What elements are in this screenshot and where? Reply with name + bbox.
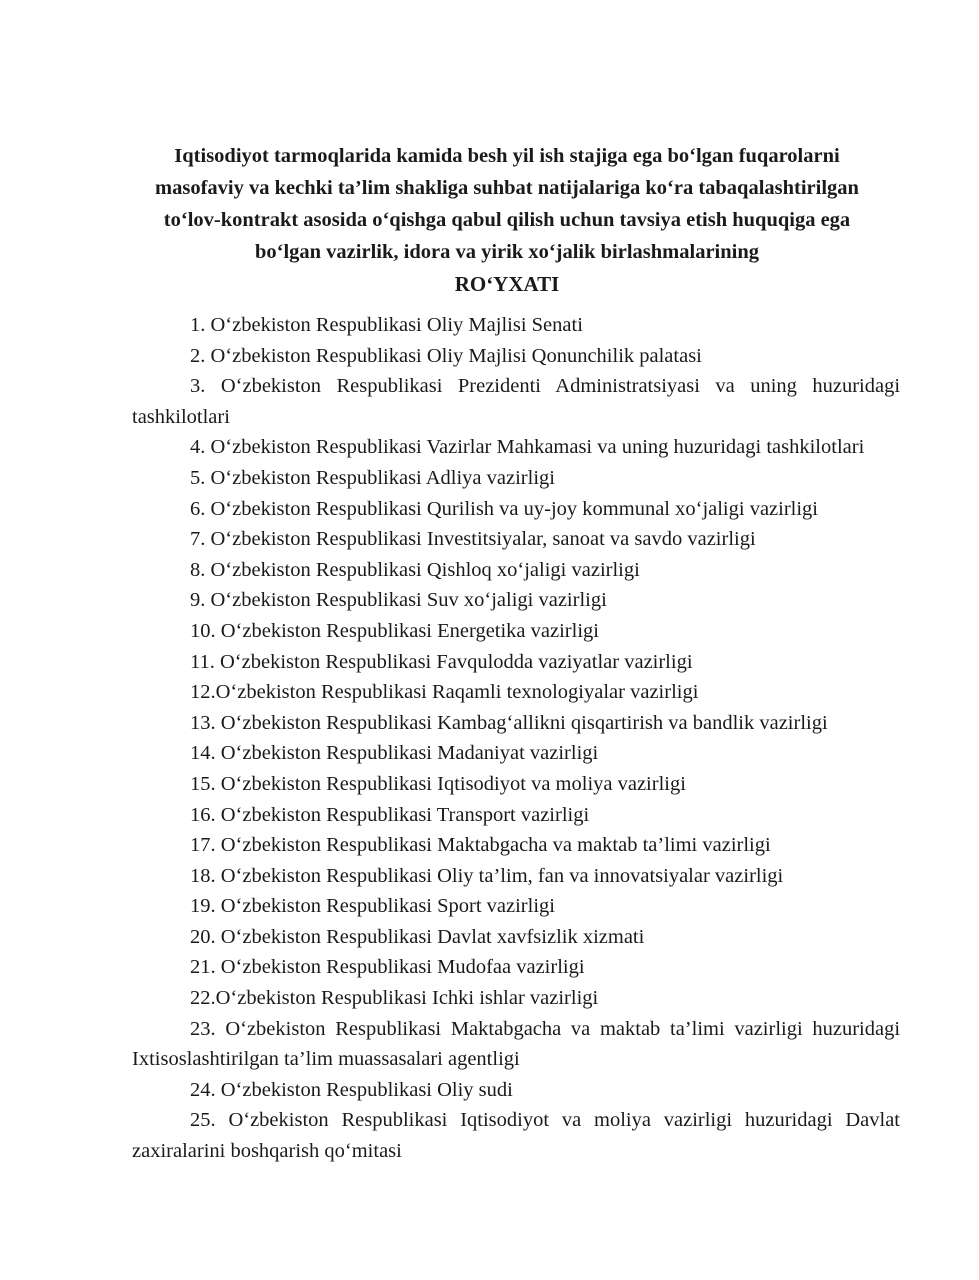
item-number: 11. <box>190 650 215 673</box>
document-title: RO‘YXATI <box>454 272 560 296</box>
item-text: O‘zbekiston Respublikasi Qishloq xo‘jaligi vazirligi <box>210 558 640 581</box>
item-number: 17. <box>190 834 216 857</box>
item-text: O‘zbekiston Respublikasi Iqtisodiyot va moliya vazirligi <box>220 772 686 795</box>
list-item <box>132 677 900 708</box>
item-text: O‘zbekiston Respublikasi Suv xo‘jaligi vazirligi <box>210 589 607 612</box>
item-text: O‘zbekiston Respublikasi Oliy Majlisi Qonunchilik palatasi <box>210 344 702 367</box>
heading-line-3: to‘lov-kontrakt asosida o‘qishga qabul qilish uchun tavsiya etish huquqiga ega <box>163 209 851 231</box>
list-item <box>132 310 900 341</box>
item-number: 9. <box>190 589 206 612</box>
item-number: 19. <box>190 895 216 918</box>
item-text: O‘zbekiston Respublikasi Sport vazirligi <box>220 895 555 918</box>
item-text: O‘zbekiston Respublikasi Madaniyat vazirligi <box>220 742 599 765</box>
item-number: 3. <box>190 375 206 398</box>
item-text: O‘zbekiston Respublikasi Raqamli texnologiyalar vazirligi <box>215 681 699 704</box>
list-item <box>132 769 900 800</box>
heading-line-4: bo‘lgan vazirlik, idora va yirik xo‘jalik birlashmalarining <box>254 241 759 263</box>
item-number: 25. <box>190 1109 216 1132</box>
item-number: 15. <box>190 772 216 795</box>
item-number: 6. <box>190 497 206 520</box>
list-item <box>132 922 900 953</box>
list-item <box>132 1014 900 1075</box>
list-item <box>132 891 900 922</box>
item-text: O‘zbekiston Respublikasi Kambag‘allikni qisqartirish va bandlik vazirligi <box>220 711 828 734</box>
list-item <box>132 738 900 769</box>
list-item <box>132 1105 900 1166</box>
list-item <box>132 952 900 983</box>
list-item <box>132 555 900 586</box>
list-item <box>132 371 900 432</box>
item-number: 21. <box>190 956 216 979</box>
list-item <box>132 524 900 555</box>
item-text: O‘zbekiston Respublikasi Favqulodda vaziyatlar vazirligi <box>220 650 693 673</box>
item-text: O‘zbekiston Respublikasi Vazirlar Mahkamasi va uning huzuridagi tashkilotlari <box>210 436 865 459</box>
item-text: O‘zbekiston Respublikasi Ichki ishlar vazirligi <box>215 987 599 1010</box>
item-number: 22. <box>190 987 216 1010</box>
list-item <box>132 861 900 892</box>
list-item <box>132 616 900 647</box>
list-item <box>132 585 900 616</box>
item-number: 7. <box>190 528 206 551</box>
item-text: O‘zbekiston Respublikasi Davlat xavfsizlik xizmati <box>220 925 645 948</box>
list-item <box>132 830 900 861</box>
item-text: O‘zbekiston Respublikasi Prezidenti Administratsiyasi va uning huzuridagi tashkilotlari <box>132 375 901 428</box>
item-number: 20. <box>190 925 216 948</box>
document-heading <box>112 140 902 300</box>
item-text: O‘zbekiston Respublikasi Maktabgacha va maktab ta’limi vazirligi <box>220 834 771 857</box>
item-text: O‘zbekiston Respublikasi Adliya vazirligi <box>210 466 555 489</box>
list-item <box>132 432 900 463</box>
item-number: 4. <box>190 436 206 459</box>
heading-line-1: Iqtisodiyot tarmoqlarida kamida besh yil ish stajiga ega bo‘lgan fuqarolarni <box>174 145 840 167</box>
item-number: 12. <box>190 681 216 704</box>
list-item <box>132 494 900 525</box>
item-number: 14. <box>190 742 216 765</box>
item-text: O‘zbekiston Respublikasi Maktabgacha va maktab ta’limi vazirligi huzuridagi Ixtisoslashtirilgan ta’lim muassasalari agentligi <box>132 1017 901 1071</box>
list-item <box>132 708 900 739</box>
item-number: 2. <box>190 344 206 367</box>
heading-line-2: masofaviy va kechki ta’lim shakliga suhbat natijalariga ko‘ra tabaqalashtirilgan <box>155 177 859 199</box>
list-item <box>132 341 900 372</box>
item-text: O‘zbekiston Respublikasi Oliy Majlisi Senati <box>210 314 583 336</box>
item-number: 23. <box>190 1017 216 1040</box>
item-number: 13. <box>190 711 216 734</box>
item-text: O‘zbekiston Respublikasi Mudofaa vazirligi <box>220 956 585 979</box>
list-item <box>132 647 900 678</box>
list-item <box>132 1075 900 1106</box>
item-text: O‘zbekiston Respublikasi Energetika vazirligi <box>220 619 599 642</box>
list-item <box>132 463 900 494</box>
item-number: 10. <box>190 619 216 642</box>
item-text: O‘zbekiston Respublikasi Qurilish va uy-joy kommunal xo‘jaligi vazirligi <box>210 497 819 520</box>
organization-list <box>132 310 900 1167</box>
item-text: O‘zbekiston Respublikasi Iqtisodiyot va moliya vazirligi huzuridagi Davlat zaxiralarini boshqarish qo‘mitasi <box>132 1109 901 1163</box>
item-text: O‘zbekiston Respublikasi Transport vazirligi <box>220 803 590 826</box>
item-text: O‘zbekiston Respublikasi Oliy sudi <box>220 1078 513 1101</box>
item-number: 18. <box>190 864 216 887</box>
item-number: 16. <box>190 803 216 826</box>
item-number: 5. <box>190 466 206 489</box>
item-number: 1. <box>190 314 206 336</box>
list-item <box>132 983 900 1014</box>
item-text: O‘zbekiston Respublikasi Investitsiyalar, sanoat va savdo vazirligi <box>210 528 756 551</box>
item-text: O‘zbekiston Respublikasi Oliy ta’lim, fan va innovatsiyalar vazirligi <box>220 864 784 887</box>
item-number: 8. <box>190 558 206 581</box>
item-number: 24. <box>190 1078 216 1101</box>
list-item <box>132 800 900 831</box>
